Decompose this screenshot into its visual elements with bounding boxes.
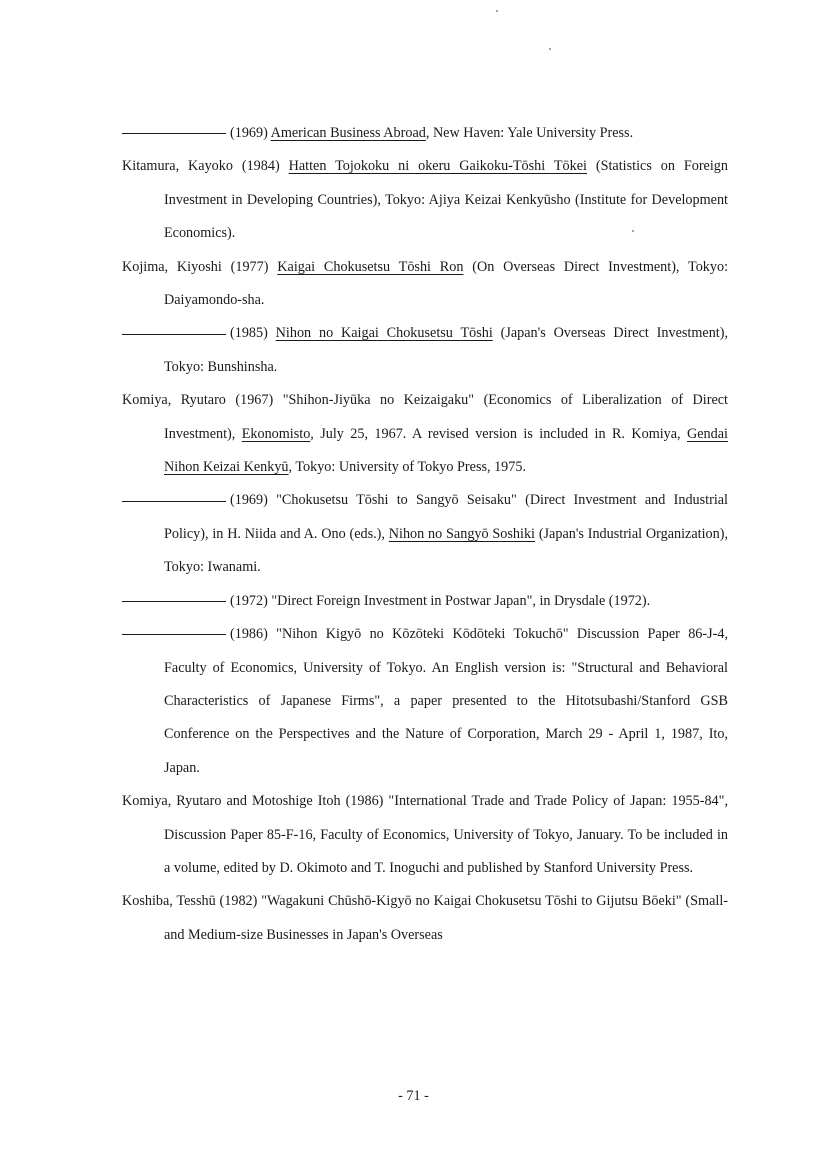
publication-title: Ekonomisto — [241, 425, 311, 442]
publication-title: Nihon no Kaigai Chokusetsu Tōshi — [275, 325, 493, 342]
ditto-dash — [122, 501, 226, 502]
reference-entry: Kitamura, Kayoko (1984) Hatten Tojokoku ni okeru Gaikoku-Tōshi Tōkei (Statistics on Foreign Investment in Developing Countries), Tokyo: Ajiya Keizai Kenkyūsho (Institute for Development Economics). — [122, 158, 728, 242]
reference-entry: (1972) "Direct Foreign Investment in Postwar Japan", in Drysdale (1972). — [122, 585, 728, 618]
ditto-dash — [122, 634, 226, 635]
reference-entry: Komiya, Ryutaro and Motoshige Itoh (1986) "International Trade and Trade Policy of Japan: 1955-84", Discussion Paper 85-F-16, Faculty of Economics, University of Tokyo, January. To be included in a volume, edited by D. Okimoto and T. Inoguchi and published by Stanford University Press. — [122, 793, 728, 876]
publication-title: American Business Abroad — [270, 125, 426, 141]
ditto-dash — [122, 334, 226, 335]
reference-list — [122, 117, 728, 952]
scan-speck — [496, 10, 498, 12]
publication-title: Gendai Nihon Keizai Kenkyū — [164, 425, 728, 476]
reference-entry: Komiya, Ryutaro (1967) "Shihon-Jiyūka no Keizaigaku" (Economics of Liberalization of Direct Investment), Ekonomisto, July 25, 1967. A revised version is included in R. Komiya, Gendai Nihon Keizai Kenkyū, Tokyo: University of Tokyo Press, 1975. — [122, 392, 728, 476]
publication-title: Hatten Tojokoku ni okeru Gaikoku-Tōshi Tōkei — [288, 158, 587, 175]
publication-title: Nihon no Sangyō Soshiki — [388, 525, 535, 542]
page-number: - 71 - — [398, 1088, 429, 1104]
reference-entry: (1985) Nihon no Kaigai Chokusetsu Tōshi (Japan's Overseas Direct Investment), Tokyo: Bunshinsha. — [122, 317, 728, 384]
reference-entry: (1969) American Business Abroad, New Haven: Yale University Press. — [122, 117, 728, 150]
reference-entry: (1969) "Chokusetsu Tōshi to Sangyō Seisaku" (Direct Investment and Industrial Policy), in H. Niida and A. Ono (eds.), Nihon no Sangyō Soshiki (Japan's Industrial Organization), Tokyo: Iwanami. — [122, 484, 728, 584]
reference-entry: Koshiba, Tesshū (1982) "Wagakuni Chūshō-Kigyō no Kaigai Chokusetsu Tōshi to Gijutsu Bōeki" (Small- and Medium-size Businesses in Japan's Overseas — [122, 893, 728, 943]
scan-speck — [549, 48, 551, 50]
scan-speck — [632, 230, 634, 232]
reference-entry: (1986) "Nihon Kigyō no Kōzōteki Kōdōteki Tokuchō" Discussion Paper 86-J-4, Faculty of Economics, University of Tokyo. An English version is: "Structural and Behavioral Characteristics of Japanese Firms", a paper presented to the Hitotsubashi/Stanford GSB Conference on the Perspectives and the Nature of Corporation, March 29 - April 1, 1987, Ito, Japan. — [122, 618, 728, 785]
ditto-dash — [122, 601, 226, 602]
reference-entry: Kojima, Kiyoshi (1977) Kaigai Chokusetsu Tōshi Ron (On Overseas Direct Investment), Tokyo: Daiyamondo-sha. — [122, 258, 729, 309]
publication-title: Kaigai Chokusetsu Tōshi Ron — [277, 258, 464, 275]
ditto-dash — [122, 133, 226, 134]
